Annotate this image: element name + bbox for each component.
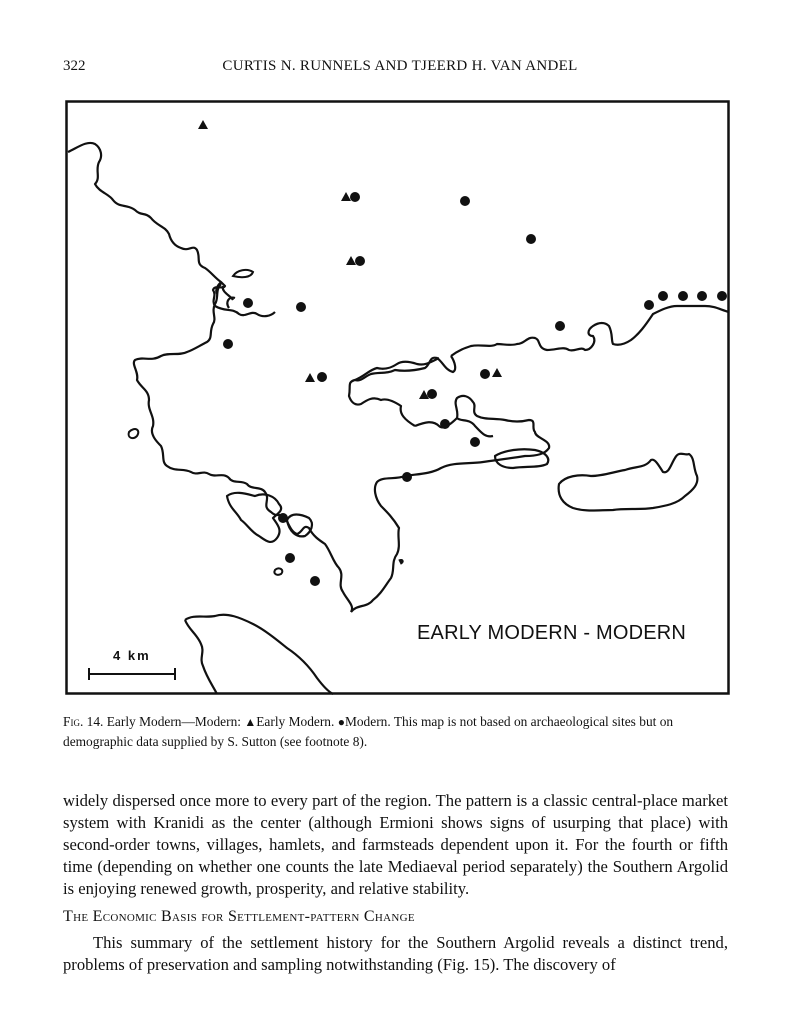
map-title: EARLY MODERN - MODERN [417, 622, 687, 644]
legend-early-modern: Early Modern. [256, 714, 335, 729]
early-modern-site-marker [305, 373, 315, 382]
figure-caption [63, 712, 735, 751]
modern-site-marker [460, 196, 470, 206]
coastline-southeast [351, 396, 549, 612]
islet-north [233, 270, 253, 277]
caption-label: Fig. 14. [63, 714, 104, 729]
modern-site-marker [697, 291, 707, 301]
modern-sites [223, 192, 727, 586]
early-modern-site-marker [492, 368, 502, 377]
map-figure [65, 100, 730, 695]
scale-label: 4 km [113, 648, 151, 663]
coastline-gulf [349, 356, 455, 426]
running-head [0, 58, 798, 75]
caption-text: This map is not based on archaeological sites but on demographic data supplied by S. Sutton (see footnote 8). [63, 714, 674, 749]
modern-site-marker [243, 298, 253, 308]
page-number: 322 [63, 58, 86, 74]
legend-modern: Modern. [344, 714, 391, 729]
early-modern-site-marker [346, 256, 356, 265]
islet-south [274, 568, 282, 574]
modern-site-marker [717, 291, 727, 301]
modern-site-marker [310, 576, 320, 586]
modern-site-marker [555, 321, 565, 331]
early-modern-site-marker [198, 120, 208, 129]
modern-site-marker [317, 372, 327, 382]
caption-lead: Early Modern—Modern: [106, 714, 241, 729]
body-paragraph-2 [63, 932, 728, 976]
early-modern-site-marker [341, 192, 351, 201]
section-heading: The Economic Basis for Settlement-pattern Change [63, 908, 415, 925]
modern-site-marker [402, 472, 412, 482]
running-head-text: CURTIS N. RUNNELS AND TJEERD H. VAN ANDEL [222, 58, 578, 74]
island-east [559, 454, 698, 511]
modern-site-marker [678, 291, 688, 301]
paragraph-text: This summary of the settlement history for the Southern Argolid reveals a distinct trend, problems of preservation and sampling notwithstanding (Fig. 15). The discovery of [63, 933, 728, 974]
paragraph-text: widely dispersed once more to every part of the region. The pattern is a classic central-place market system with Kranidi as the center (although Ermioni shows signs of usurping that place) with second-order towns, villages, hamlets, and farmsteads dependent upon it. For the fourth or fifth time (depending on whether one counts the late Mediaeval period separately) the Southern Argolid is enjoying renewed growth, prosperity, and relative stability. [63, 791, 728, 898]
body-paragraph-1 [63, 790, 728, 900]
coastline-northeast [451, 306, 729, 356]
modern-site-marker [285, 553, 295, 563]
modern-site-marker [223, 339, 233, 349]
map-border [67, 102, 729, 694]
coastline-main [68, 143, 275, 316]
modern-site-marker [355, 256, 365, 266]
islet-south-2 [399, 559, 403, 564]
modern-site-marker [440, 419, 450, 429]
modern-site-marker [526, 234, 536, 244]
modern-site-marker [644, 300, 654, 310]
coastline-southwest-land [185, 615, 333, 694]
island-southwest [227, 493, 281, 542]
islet-west [129, 429, 139, 438]
modern-site-marker [350, 192, 360, 202]
modern-site-marker [470, 437, 480, 447]
map-svg [65, 100, 730, 695]
modern-site-marker [480, 369, 490, 379]
modern-site-marker [427, 389, 437, 399]
circle-legend-icon: ● [337, 715, 345, 729]
coastline-west [134, 284, 352, 612]
early-modern-sites [198, 120, 502, 399]
triangle-legend-icon: ▲ [244, 715, 257, 729]
modern-site-marker [658, 291, 668, 301]
modern-site-marker [278, 513, 288, 523]
modern-site-marker [296, 302, 306, 312]
scale-bar [89, 668, 175, 680]
